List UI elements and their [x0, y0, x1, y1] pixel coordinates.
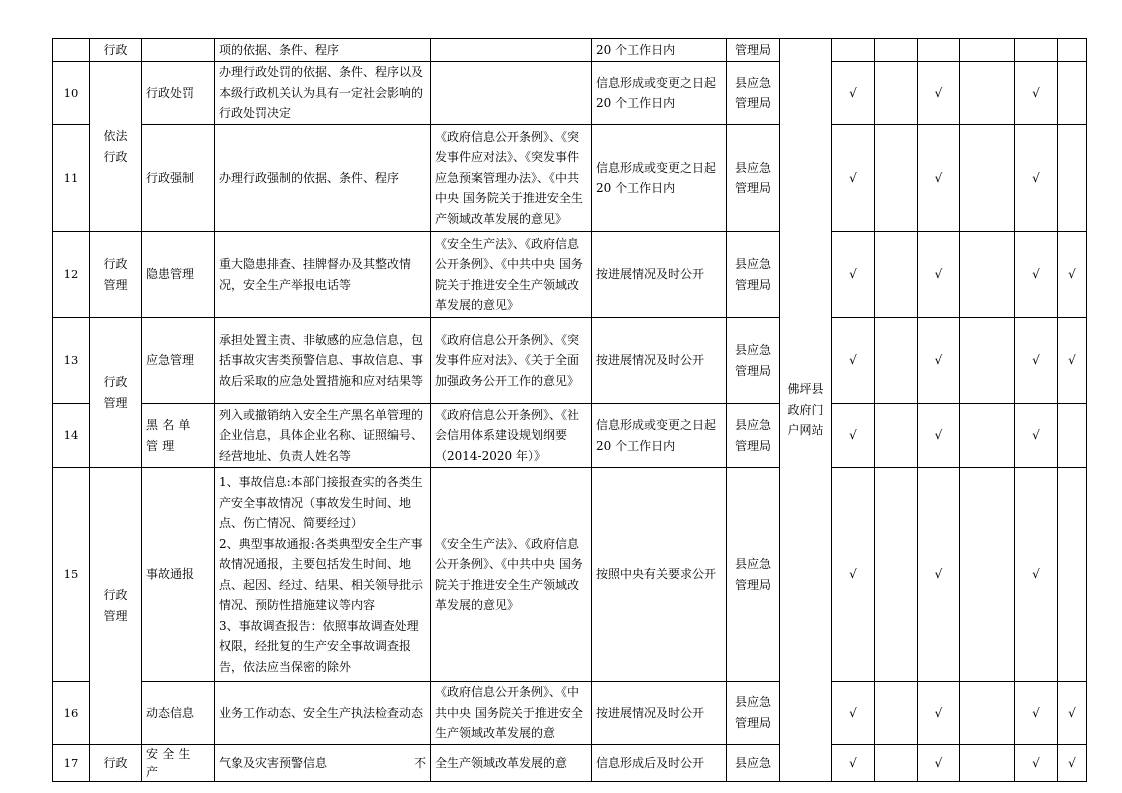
check-cell	[875, 744, 918, 781]
check-cell	[875, 682, 918, 745]
check-cell: √	[832, 468, 875, 682]
table-row	[53, 39, 1087, 62]
row-number: 10	[53, 62, 90, 125]
category-level2: 行政处罚	[142, 62, 215, 125]
check-cell: √	[1015, 318, 1058, 404]
row-number: 17	[53, 744, 90, 781]
category-level1	[90, 318, 142, 468]
disclosure-content: 承担处置主责、非敏感的应急信息，包括事故灾害类预警信息、事故信息、事故后采取的应急处置措施和应对结果等	[215, 318, 431, 404]
row-number: 11	[53, 125, 90, 232]
check-cell	[1015, 39, 1058, 62]
disclosure-subject	[727, 125, 780, 232]
category-level2: 应急管理	[142, 318, 215, 404]
subject-label: 县应急 管理局	[734, 695, 771, 730]
category-level2: 黑名单管理	[142, 404, 215, 468]
disclosure-content: 项的依据、条件、程序	[215, 39, 431, 62]
category-level2	[142, 39, 215, 62]
check-cell: √	[1058, 232, 1087, 318]
category-level1	[90, 232, 142, 318]
disclosure-content: 列入或撤销纳入安全生产黑名单管理的企业信息，具体企业名称、证照编号、经营地址、负责人姓名等	[215, 404, 431, 468]
subject-label: 县应急 管理局	[734, 557, 771, 592]
check-cell: √	[1015, 62, 1058, 125]
check-cell	[960, 318, 1015, 404]
check-cell: √	[832, 744, 875, 781]
subject-label: 县应急 管理局	[734, 160, 771, 195]
category-level2: 隐患管理	[142, 232, 215, 318]
table-row	[53, 318, 1087, 404]
disclosure-basis: 《政府信息公开条例》、《突发事件应对法》、《关于全面加强政务公开工作的意见》	[431, 318, 592, 404]
check-cell: √	[1058, 744, 1087, 781]
category-level2: 行政强制	[142, 125, 215, 232]
check-cell	[1058, 468, 1087, 682]
disclosure-basis: 《安全生产法》、《政府信息公开条例》、《中共中央 国务院关于推进安全生产领域改革发展的意见》	[431, 232, 592, 318]
table-row	[53, 468, 1087, 682]
category-level1: 行政	[90, 39, 142, 62]
check-cell: √	[1015, 744, 1058, 781]
row-number: 14	[53, 404, 90, 468]
disclosure-basis: 《政府信息公开条例》、《中共中央 国务院关于推进安全生产领域改革发展的意	[431, 682, 592, 745]
disclosure-channel	[780, 39, 832, 782]
table-row	[53, 682, 1087, 745]
table-row	[53, 125, 1087, 232]
disclosure-subject: 管理局	[727, 39, 780, 62]
check-cell: √	[1058, 682, 1087, 745]
check-cell: √	[832, 125, 875, 232]
disclosure-basis	[431, 39, 592, 62]
row-number: 13	[53, 318, 90, 404]
check-cell	[875, 39, 918, 62]
check-cell	[875, 468, 918, 682]
disclosure-content: 办理行政处罚的依据、条件、程序以及本级行政机关认为具有一定社会影响的行政处罚决定	[215, 62, 431, 125]
category-level1	[90, 62, 142, 232]
check-cell: √	[1015, 232, 1058, 318]
channel-label: 佛坪县 政府门 户网站	[787, 382, 824, 437]
check-cell	[960, 682, 1015, 745]
check-cell: √	[832, 232, 875, 318]
row-number: 12	[53, 232, 90, 318]
category-level2: 安全生产	[142, 744, 215, 781]
disclosure-content: 1、事故信息:本部门接报查实的各类生产安全事故情况（事故发生时间、地点、伤亡情况、简要经过） 2、典型事故通报:各类典型安全生产事故情况通报，主要包括发生时间、地点、起因、经过、结果、相关领导批示情况、预防性措施建议等内容 3、事故调查报告：依照事故调查处理权限，经批复的生产安全事故调查报告，依法应当保密的除外	[215, 468, 431, 682]
category-level1-label: 行政 管理	[103, 257, 128, 292]
disclosure-subject	[727, 232, 780, 318]
check-cell: √	[918, 744, 960, 781]
check-cell: √	[1015, 468, 1058, 682]
check-cell: √	[918, 318, 960, 404]
check-cell: √	[1015, 125, 1058, 232]
check-cell: √	[832, 318, 875, 404]
disclosure-subject	[727, 404, 780, 468]
check-cell	[1058, 39, 1087, 62]
check-cell: √	[832, 404, 875, 468]
subject-label: 县应急 管理局	[734, 418, 771, 453]
disclosure-content	[215, 744, 431, 781]
disclosure-subject	[727, 468, 780, 682]
check-cell	[960, 39, 1015, 62]
subject-label: 县应急 管理局	[734, 257, 771, 292]
check-cell: √	[918, 62, 960, 125]
disclosure-basis: 《安全生产法》、《政府信息公开条例》、《中共中央 国务院关于推进安全生产领域改革发展的意见》	[431, 468, 592, 682]
check-cell: √	[832, 682, 875, 745]
content-text: 气象及灾害预警信息	[219, 755, 328, 770]
disclosure-time: 信息形成后及时公开	[592, 744, 727, 781]
disclosure-basis	[431, 62, 592, 125]
check-cell	[960, 404, 1015, 468]
check-cell	[1058, 125, 1087, 232]
check-cell	[960, 744, 1015, 781]
check-cell	[960, 62, 1015, 125]
category-level1	[90, 468, 142, 745]
category-level1-label: 依法 行政	[103, 129, 128, 164]
check-cell	[1058, 404, 1087, 468]
check-cell: √	[918, 125, 960, 232]
category-level1: 行政	[90, 744, 142, 781]
subject-label: 县应急 管理局	[734, 343, 771, 378]
disclosure-time: 按进展情况及时公开	[592, 318, 727, 404]
check-cell: √	[1015, 682, 1058, 745]
disclosure-subject: 县应急	[727, 744, 780, 781]
check-cell: √	[1058, 318, 1087, 404]
disclosure-time: 按进展情况及时公开	[592, 232, 727, 318]
check-cell: √	[832, 62, 875, 125]
check-cell: √	[918, 682, 960, 745]
disclosure-time: 信息形成或变更之日起20 个工作日内	[592, 62, 727, 125]
check-cell	[960, 125, 1015, 232]
disclosure-content: 重大隐患排查、挂牌督办及其整改情况，安全生产举报电话等	[215, 232, 431, 318]
table-row	[53, 744, 1087, 781]
disclosure-basis: 《政府信息公开条例》、《突发事件应对法》、《突发事件应急预案管理办法》、《中共中央 国务院关于推进安全生产领域改革发展的意见》	[431, 125, 592, 232]
disclosure-subject	[727, 62, 780, 125]
disclosure-content: 办理行政强制的依据、条件、程序	[215, 125, 431, 232]
row-number: 16	[53, 682, 90, 745]
category-level2: 事故通报	[142, 468, 215, 682]
subject-label: 县应急 管理局	[734, 75, 771, 110]
disclosure-time: 按照中央有关要求公开	[592, 468, 727, 682]
row-number: 15	[53, 468, 90, 682]
check-cell	[875, 232, 918, 318]
check-cell: √	[918, 468, 960, 682]
disclosure-content: 业务工作动态、安全生产执法检查动态	[215, 682, 431, 745]
category-level2: 动态信息	[142, 682, 215, 745]
check-cell	[832, 39, 875, 62]
category-level1-label: 行政 管理	[103, 588, 128, 623]
content-tail: 不	[413, 755, 426, 770]
check-cell	[875, 318, 918, 404]
disclosure-basis: 全生产领域改革发展的意	[431, 744, 592, 781]
check-cell	[875, 62, 918, 125]
table-row	[53, 232, 1087, 318]
table-row	[53, 404, 1087, 468]
row-number	[53, 39, 90, 62]
disclosure-time: 20 个工作日内	[592, 39, 727, 62]
disclosure-time: 信息形成或变更之日起20 个工作日内	[592, 125, 727, 232]
disclosure-basis: 《政府信息公开条例》、《社会信用体系建设规划纲要（2014-2020 年）》	[431, 404, 592, 468]
check-cell	[960, 232, 1015, 318]
check-cell	[875, 404, 918, 468]
table-row	[53, 62, 1087, 125]
disclosure-time: 信息形成或变更之日起20 个工作日内	[592, 404, 727, 468]
check-cell: √	[918, 404, 960, 468]
disclosure-time: 按进展情况及时公开	[592, 682, 727, 745]
check-cell	[960, 468, 1015, 682]
category-level1-label: 行政 管理	[103, 375, 128, 410]
check-cell	[875, 125, 918, 232]
disclosure-subject	[727, 318, 780, 404]
disclosure-table	[52, 38, 1087, 782]
check-cell: √	[918, 232, 960, 318]
disclosure-subject	[727, 682, 780, 745]
check-cell	[918, 39, 960, 62]
check-cell: √	[1015, 404, 1058, 468]
check-cell	[1058, 62, 1087, 125]
